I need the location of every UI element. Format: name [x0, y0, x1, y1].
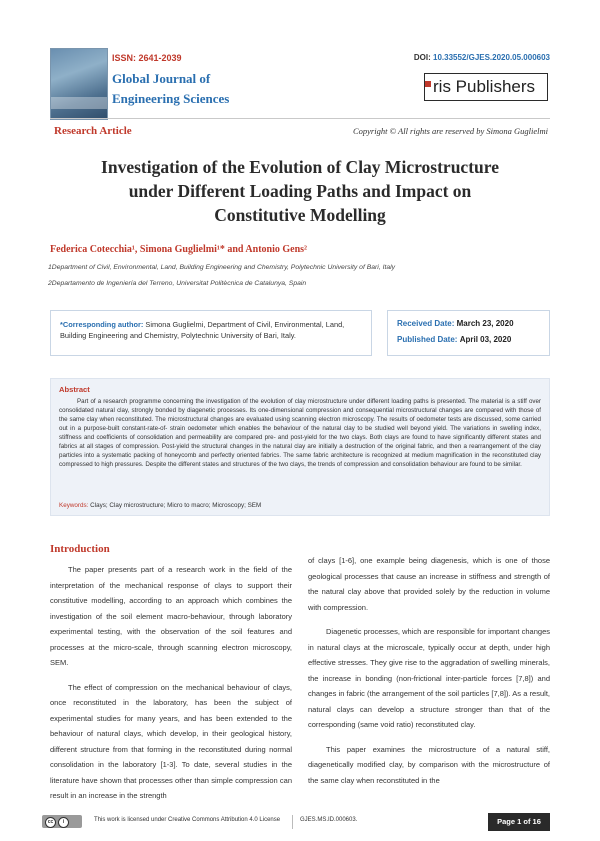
footer-doi: GJES.MS.ID.000603.	[300, 817, 358, 823]
journal-cover-image	[50, 48, 108, 120]
published-date: Published Date: April 03, 2020	[397, 335, 512, 344]
left-column	[50, 562, 292, 813]
license-text: This work is licensed under Creative Commons Attribution 4.0 License	[94, 817, 281, 823]
copyright-notice: Copyright © All rights are reserved by Simona Guglielmi	[352, 126, 548, 136]
article-title: Investigation of the Evolution of Clay Microstructure under Different Loading Paths and Impact on Constitutive Modelling	[101, 157, 499, 225]
article-type: Research Article	[54, 125, 132, 137]
right-column	[308, 553, 550, 797]
abstract-text: Part of a research programme concerning the investigation of the evolution of clay microstructure under different loading paths is presented. The material is a stiff over consolidated natural clay, strongly bonded by diagenetic processes. Its one-dimensional compression and consequential microstructural changes are compared with those of the same clay when reconstituted. The microstructural changes are evaluated using scanning electron microscopy. The results of oedometer tests are discussed, some carried out in a purpose-built constant-rate-of- strain oedometer which enables the behaviour of the natural clay to be studied well beyond yield. The variations in swelling index, stiffness and coefficients of consolidation and permeability are compared pre- and post-yield for the two clays. Both clays are found to have significantly different states and fabrics at all stages of compression. Post-yield the structural changes in the natural clay are initially a destruction of the original fabric, and then a rearrangement of the clay particles into a systematic packing of honeycomb and perfectly oriented fabrics. The same fabric architecture is recognized at medium magnification in the reconstituted clay compressed to high pressures. Despite the different states and structures of the two clays, the trends of compression and consolidation behaviour are found to be similar.	[59, 398, 541, 468]
paragraph: The effect of compression on the mechanical behaviour of clays, once reconstituted in the laboratory, has been the subject of experimental studies for many years, and has been extended to the behaviour of natural clays, which develop, in their geological history, different structure from that forming in the reconstituted during normal consolidation in the laboratory [1-3]. To date, several studies in the literature have shown that processes other than simple compression can result in an increase in the strength	[50, 682, 292, 800]
dates-box	[387, 310, 550, 356]
page-footer	[40, 813, 550, 831]
logo-mark-icon	[425, 81, 431, 87]
paragraph: Diagenetic processes, which are responsible for important changes in natural clays at the microscale, typically occur at depth, under high effective stresses. They give rise to the aggradation of swelling minerals, the increase in bonding (non-frictional inter-particle forces [7,8]) and changes in fabric (the arrangement of the soil particles [7,8]). As a result, natural clays can develop a structure stronger than that of the corresponding (same void ratio) reconstituted clay.	[308, 627, 550, 729]
keywords: Keywords: Clays; Clay microstructure; Micro to macro; Microscopy; SEM	[59, 502, 262, 509]
authors: Federica Cotecchia¹, Simona Guglielmi¹* and Antonio Gens²	[50, 244, 308, 255]
affiliation-1: 1Department of Civil, Environmental, Land, Building Engineering and Chemistry, Polytechnic University of Bari, Italy	[48, 264, 396, 271]
paragraph: The paper presents part of a research work in the field of the interpretation of the mechanical response of clays to support their constitutive modelling, according to an approach which combines the investigation of the soil element macro-behaviour, through laboratory experimental testing, with the observation of the soil features and processes at the micro-scale, through scanning electron microscopy, SEM.	[50, 565, 292, 667]
abstract-box	[50, 378, 550, 516]
affiliation-2: 2Departamento de Ingeniería del Terreno, Universitat Politècnica de Catalunya, Spain	[48, 280, 307, 287]
abstract-heading: Abstract	[59, 385, 90, 394]
paragraph: This paper examines the microstructure of a natural stiff, diagenetically modified clay, by comparison with the microstructure of the same clay when reconstituted in the	[308, 744, 550, 785]
footer-separator	[292, 815, 293, 829]
creative-commons-icon[interactable]: cc i	[42, 815, 82, 828]
page-number: Page 1 of 16	[488, 813, 550, 831]
issn: ISSN: 2641-2039	[112, 53, 182, 63]
paragraph: of clays [1-6], one example being diagenesis, which is one of those geological processes that cause an increase in stiffness and strength of the natural clay above that provided solely by the reduction in volume with compression.	[308, 556, 550, 612]
received-date: Received Date: March 23, 2020	[397, 319, 514, 328]
header-divider	[50, 118, 550, 119]
doi[interactable]: DOI: 10.33552/GJES.2020.05.000603	[413, 53, 550, 62]
journal-name[interactable]: Global Journal of Engineering Sciences	[112, 71, 230, 106]
corresponding-author-box: *Corresponding author: Simona Guglielmi, Department of Civil, Environmental, Land, Building Engineering and Chemistry, Polytechnic University of Bari, Italy.	[50, 310, 372, 356]
publisher-logo[interactable]: ris Publishers	[424, 73, 548, 101]
introduction-heading: Introduction	[50, 543, 110, 555]
